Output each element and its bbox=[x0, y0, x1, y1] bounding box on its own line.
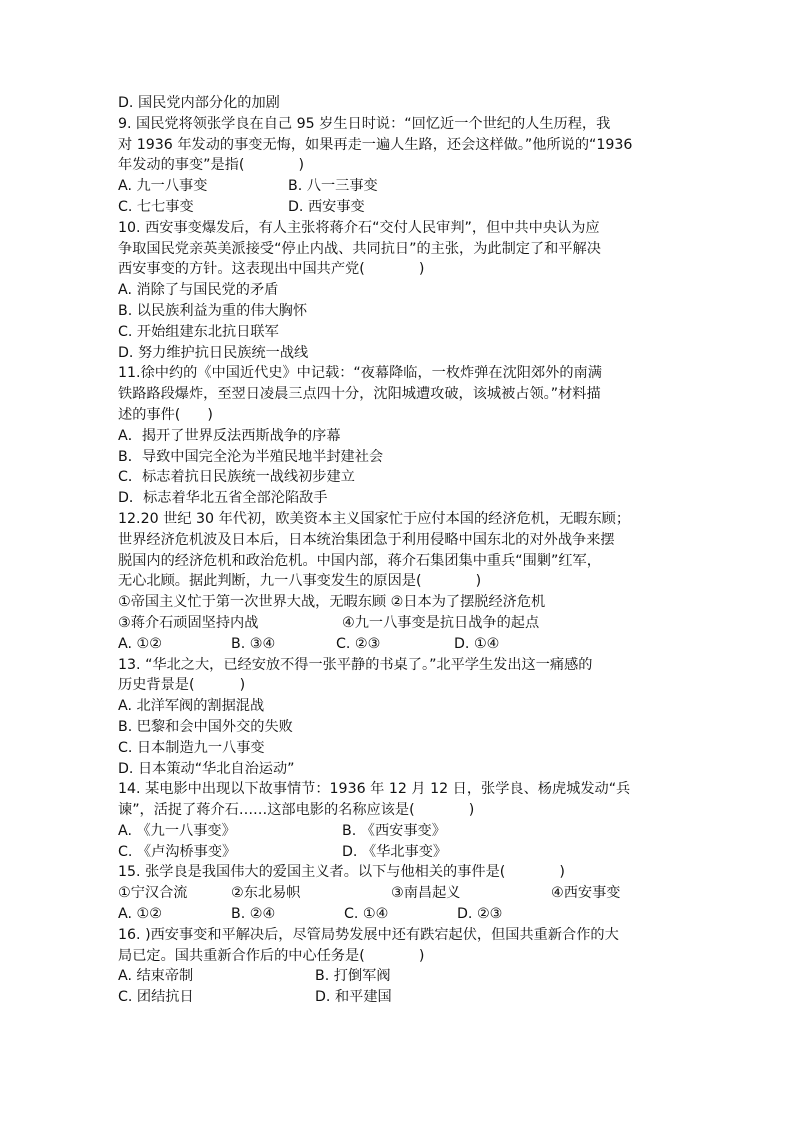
text-line: 历史背景是( ) bbox=[118, 677, 246, 694]
option: B. 打倒军阀 bbox=[315, 968, 391, 985]
text-line: D. 努力维护抗日民族统一战线 bbox=[118, 344, 309, 361]
text-line: 11.徐中约的《中国近代史》中记载：“夜幕降临，一枚炸弹在沈阳郊外的南满 bbox=[118, 365, 602, 382]
text-line: 局已定。国共重新合作后的中心任务是( ) bbox=[118, 947, 425, 964]
text-line: 13. “华北之大，已经安放不得一张平静的书桌了。”北平学生发出这一痛感的 bbox=[118, 656, 593, 673]
text-line: A．揭开了世界反法西斯战争的序幕 bbox=[118, 427, 341, 444]
item: ③蒋介石顽固坚持内战 bbox=[118, 614, 259, 631]
option: C. 团结抗日 bbox=[118, 989, 194, 1006]
option: C. ②③ bbox=[336, 635, 381, 652]
option: D. 和平建国 bbox=[315, 989, 392, 1006]
option: A. 结束帝制 bbox=[118, 968, 194, 985]
item: ④九一八事变是抗日战争的起点 bbox=[342, 614, 540, 631]
text-line: 谏”，活捉了蒋介石……这部电影的名称应该是( ) bbox=[118, 802, 475, 819]
item: ②东北易帜 bbox=[231, 885, 301, 902]
item-row bbox=[118, 883, 684, 904]
text-line: A. 北洋军阀的割据混战 bbox=[118, 698, 265, 715]
text-line: 铁路路段爆炸，至翌日凌晨三点四十分，沈阳城遭攻破，该城被占领。”材料描 bbox=[118, 386, 601, 403]
option: D. ①④ bbox=[454, 635, 500, 652]
text-line: 15. 张学良是我国伟大的爱国主义者。以下与他相关的事件是( ) bbox=[118, 864, 565, 881]
text-line: 14. 某电影中出现以下故事情节：1936 年 12 月 12 日，张学良、杨虎城发动“兵 bbox=[118, 781, 631, 798]
text-line: ①帝国主义忙于第一次世界大战，无暇东顾 ②日本为了摆脱经济危机 bbox=[118, 594, 546, 611]
option: C. 《卢沟桥事变》 bbox=[118, 843, 237, 860]
text-line: B. 以民族利益为重的伟大胸怀 bbox=[118, 302, 308, 319]
text-line: D. 日本策动“华北自治运动” bbox=[118, 760, 295, 777]
text-line: 无心北顾。据此判断，九一八事变发生的原因是( ) bbox=[118, 573, 482, 590]
text-line: A. 消除了与国民党的矛盾 bbox=[118, 282, 279, 299]
item: ④西安事变 bbox=[551, 885, 621, 902]
option: B. 八一三事变 bbox=[288, 178, 378, 195]
text-line: D. 国民党内部分化的加剧 bbox=[118, 95, 280, 111]
text-line: B. 巴黎和会中国外交的失败 bbox=[118, 718, 293, 735]
option: D. 西安事变 bbox=[288, 198, 365, 215]
option: A. ①② bbox=[118, 906, 162, 923]
option-row bbox=[118, 966, 684, 987]
option: A. 《九一八事变》 bbox=[118, 822, 236, 839]
option-row bbox=[118, 842, 684, 863]
option-row bbox=[118, 176, 684, 197]
option: C. 七七事变 bbox=[118, 198, 194, 215]
option-row bbox=[118, 821, 684, 842]
option: C. ①④ bbox=[344, 906, 389, 923]
text-line: 年发动的事变”是指( ) bbox=[118, 157, 305, 174]
option: B. ③④ bbox=[231, 635, 276, 652]
option: B. ②④ bbox=[231, 906, 276, 923]
text-line: 脱国内的经济危机和政治危机。中国内部，蒋介石集团集中重兵“围剿”红军， bbox=[118, 552, 601, 569]
text-line: C．标志着抗日民族统一战线初步建立 bbox=[118, 469, 355, 486]
text-line: B．导致中国完全沦为半殖民地半封建社会 bbox=[118, 448, 384, 465]
item: ③南昌起义 bbox=[391, 885, 461, 902]
option: D. 《华北事变》 bbox=[342, 843, 448, 860]
text-line: D．标志着华北五省全部沦陷敌手 bbox=[118, 490, 328, 507]
option: A. 九一八事变 bbox=[118, 178, 208, 195]
item: ①宁汉合流 bbox=[118, 885, 188, 902]
option-row bbox=[118, 634, 684, 655]
text-line: C. 开始组建东北抗日联军 bbox=[118, 323, 279, 340]
option-row bbox=[118, 904, 684, 925]
text-line: 10. 西安事变爆发后，有人主张将蒋介石“交付人民审判”，但中共中央认为应 bbox=[118, 219, 600, 236]
option: A. ①② bbox=[118, 635, 162, 652]
item-row bbox=[118, 613, 684, 634]
text-line: C. 日本制造九一八事变 bbox=[118, 739, 265, 756]
option-row bbox=[118, 197, 684, 218]
option: B. 《西安事变》 bbox=[342, 822, 446, 839]
exam-page bbox=[118, 93, 684, 1008]
option-row bbox=[118, 987, 684, 1008]
text-line: 对 1936 年发动的事变无悔，如果再走一遍人生路，还会这样做。”他所说的“1936 bbox=[118, 136, 633, 153]
option: D. ②③ bbox=[457, 906, 503, 923]
text-line: 西安事变的方针。这表现出中国共产党( ) bbox=[118, 261, 425, 278]
text-line: 9. 国民党将领张学良在自己 95 岁生日时说：“回忆近一个世纪的人生历程，我 bbox=[118, 115, 611, 132]
text-line: 12.20 世纪 30 年代初，欧美资本主义国家忙于应付本国的经济危机，无暇东顾； bbox=[118, 510, 631, 527]
text-line: 争取国民党亲英美派接受“停止内战、共同抗日”的主张，为此制定了和平解决 bbox=[118, 240, 601, 257]
text-line: 述的事件( ) bbox=[118, 406, 213, 423]
text-line: 世界经济危机波及日本后，日本统治集团急于利用侵略中国东北的对外战争来摆 bbox=[118, 531, 615, 548]
text-line: 16. )西安事变和平解决后，尽管局势发展中还有跌宕起伏，但国共重新合作的大 bbox=[118, 926, 619, 943]
